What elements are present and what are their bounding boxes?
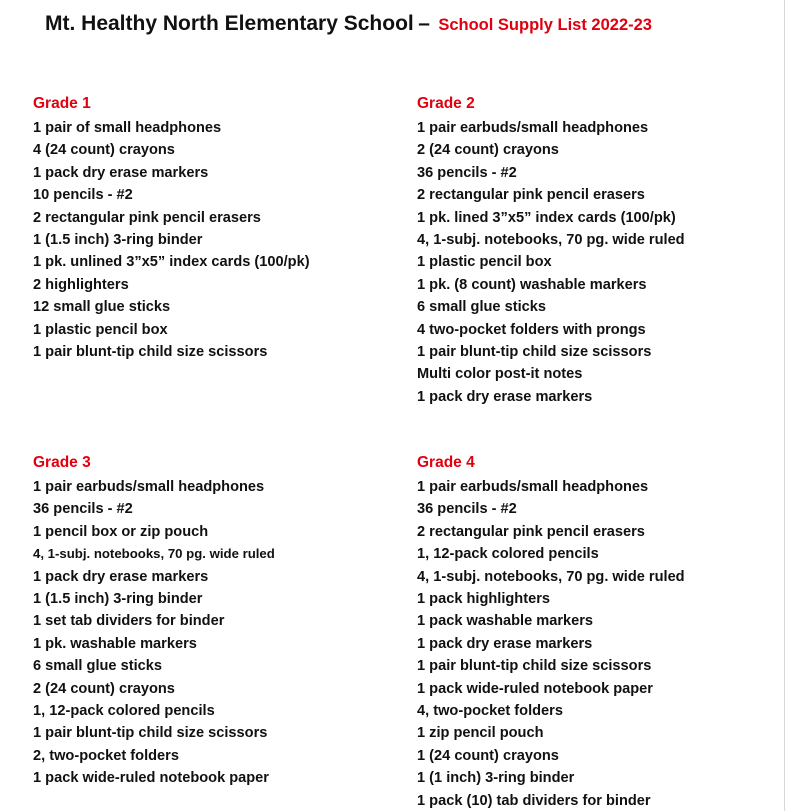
list-item: 1 pair blunt-tip child size scissors	[33, 344, 268, 361]
grade-2-section	[417, 94, 785, 408]
list-item: 1 set tab dividers for binder	[33, 613, 225, 630]
list-item: 4 (24 count) crayons	[33, 142, 175, 159]
list-item: 10 pencils - #2	[33, 187, 133, 204]
list-item: 1 (1.5 inch) 3-ring binder	[33, 591, 203, 608]
list-item: 1 pack dry erase markers	[33, 164, 209, 181]
list-item: 1 pair blunt-tip child size scissors	[417, 658, 652, 675]
list-item: 4, 1-subj. notebooks, 70 pg. wide ruled	[417, 232, 685, 249]
grade-2-list	[417, 117, 785, 408]
grade-1-list	[33, 117, 403, 363]
document-title	[45, 12, 652, 36]
grade-4-heading: Grade 4	[417, 454, 475, 471]
list-item: 1, 12-pack colored pencils	[33, 703, 215, 720]
list-item: 1 pair earbuds/small headphones	[417, 479, 649, 495]
grade-1-section	[33, 94, 403, 363]
list-item: 1 pack dry erase markers	[417, 388, 593, 405]
list-item: 4, 1-subj. notebooks, 70 pg. wide ruled	[33, 546, 275, 562]
list-item: 1 pack wide-ruled notebook paper	[33, 770, 269, 787]
list-item: 1 pencil box or zip pouch	[33, 523, 209, 540]
list-item: 2 (24 count) crayons	[33, 680, 175, 697]
list-item: 1 pair earbuds/small headphones	[33, 479, 265, 495]
grade-1-heading: Grade 1	[33, 95, 91, 112]
list-item: 1 pk. (8 count) washable markers	[417, 276, 647, 293]
list-item: 1 pack wide-ruled notebook paper	[417, 680, 653, 697]
list-item: 1 pair earbuds/small headphones	[417, 120, 649, 136]
list-item: 2 (24 count) crayons	[417, 142, 559, 159]
list-item: 6 small glue sticks	[33, 658, 162, 675]
list-item: 4, 1-subj. notebooks, 70 pg. wide ruled	[417, 568, 685, 585]
grade-4-section	[417, 453, 785, 812]
list-item: 1 pack dry erase markers	[33, 568, 209, 585]
list-item: 1 (1.5 inch) 3-ring binder	[33, 232, 203, 249]
list-item: 1 pk. unlined 3”x5” index cards (100/pk)	[33, 254, 310, 271]
list-item: 4, two-pocket folders	[417, 703, 563, 720]
list-item: 1 (24 count) crayons	[417, 747, 559, 764]
title-dash: –	[418, 12, 430, 35]
grade-4-list	[417, 476, 785, 812]
list-item: 4 two-pocket folders with prongs	[417, 321, 646, 338]
list-item: 1 (1 inch) 3-ring binder	[417, 770, 575, 787]
grade-2-heading: Grade 2	[417, 95, 475, 112]
list-item: 12 small glue sticks	[33, 299, 171, 316]
list-item: 2 rectangular pink pencil erasers	[417, 187, 645, 204]
list-item: 2 rectangular pink pencil erasers	[33, 209, 261, 226]
grade-3-section	[33, 453, 403, 790]
grade-3-heading: Grade 3	[33, 454, 91, 471]
list-item: 6 small glue sticks	[417, 299, 546, 316]
list-item: 2, two-pocket folders	[33, 747, 179, 764]
school-name: Mt. Healthy North Elementary School	[45, 12, 414, 35]
list-item: 1 zip pencil pouch	[417, 725, 544, 742]
list-item: 1 pack highlighters	[417, 591, 550, 608]
list-item: 1 plastic pencil box	[417, 254, 552, 271]
list-item: 1 pair of small headphones	[33, 120, 222, 136]
list-item: Multi color post-it notes	[417, 366, 583, 383]
list-item: 2 highlighters	[33, 276, 129, 293]
list-item: 1 pack (10) tab dividers for binder	[417, 792, 651, 809]
list-item: 36 pencils - #2	[417, 501, 517, 518]
grade-3-list	[33, 476, 403, 790]
list-item: 1 plastic pencil box	[33, 321, 168, 338]
list-item: 1 pack dry erase markers	[417, 635, 593, 652]
list-item: 1 pack washable markers	[417, 613, 594, 630]
supply-list-subtitle: School Supply List 2022-23	[438, 16, 652, 34]
list-item: 36 pencils - #2	[33, 501, 133, 518]
list-item: 1, 12-pack colored pencils	[417, 546, 599, 563]
list-item: 1 pair blunt-tip child size scissors	[33, 725, 268, 742]
list-item: 1 pair blunt-tip child size scissors	[417, 344, 652, 361]
list-item: 36 pencils - #2	[417, 164, 517, 181]
list-item: 1 pk. lined 3”x5” index cards (100/pk)	[417, 209, 676, 226]
list-item: 1 pk. washable markers	[33, 635, 197, 652]
list-item: 2 rectangular pink pencil erasers	[417, 523, 645, 540]
